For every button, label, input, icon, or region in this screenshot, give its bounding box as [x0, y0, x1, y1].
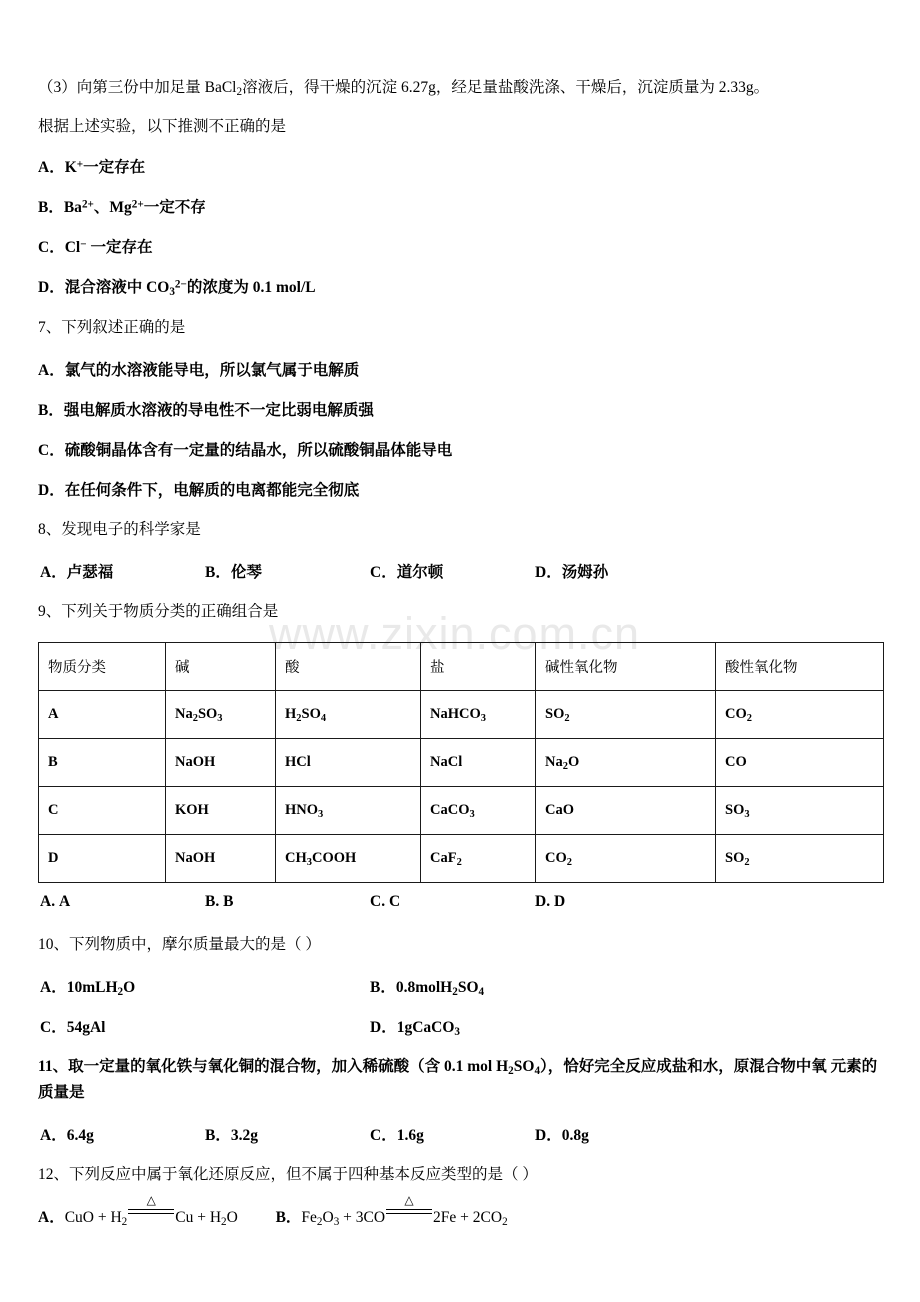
q9-option-c-label: C.: [370, 893, 386, 911]
q10-option-a-label: A．: [40, 979, 67, 997]
q7-option-a[interactable]: [38, 358, 882, 380]
table-header-cell: 酸性氧化物: [716, 643, 884, 691]
table-row: [39, 691, 884, 739]
table-row: [39, 787, 884, 835]
q11-options-row: [38, 1123, 882, 1145]
q12-option-a-label: A．: [38, 1208, 65, 1226]
q6-option-d[interactable]: [38, 275, 882, 298]
delta-condition-icon: △: [404, 1193, 414, 1208]
q8-option-c-label: C．: [370, 564, 397, 582]
q6-option-a-label: A．: [38, 159, 65, 177]
q8-option-d-text: 汤姆孙: [561, 564, 609, 582]
q6-option-d-sup: 2−: [174, 278, 187, 291]
watermark: www.zixin.com.cn: [268, 608, 641, 659]
table-cell: $CO_2$: [536, 835, 716, 883]
q7-option-d[interactable]: [38, 478, 882, 500]
q12-eq-b-right: 2Fe + 2CO: [433, 1208, 503, 1226]
q6-option-a[interactable]: [38, 155, 882, 177]
table-cell: $H_2SO_4$: [276, 691, 421, 739]
q11-option-a-label: A．: [40, 1126, 67, 1144]
q11-option-b[interactable]: [205, 1123, 258, 1145]
q12-eq-a-right: Cu + H: [175, 1208, 222, 1226]
intro-line-2: 根据上述实验，以下推测不正确的是: [38, 118, 287, 136]
table-header-cell: 碱: [166, 643, 276, 691]
double-line: [128, 1209, 174, 1214]
q8-option-b[interactable]: [205, 560, 262, 582]
q6-option-d-label: D．: [38, 279, 65, 297]
double-line: [386, 1209, 432, 1214]
table-row-key: B: [39, 739, 166, 787]
table-cell: $SO_2$: [716, 835, 884, 883]
intro-line-1: [38, 78, 882, 99]
q11-option-a[interactable]: [40, 1123, 94, 1145]
q6-option-b[interactable]: [38, 195, 882, 217]
q7-option-b-text: 强电解质水溶液的导电性不一定比弱电解质强: [63, 402, 374, 420]
q6-option-b-ion1-charge: 2+: [81, 198, 94, 211]
table-row: [39, 739, 884, 787]
table-cell: $Na_2O$: [536, 739, 716, 787]
q9-option-a-text: A: [58, 893, 71, 911]
table-cell: $CH_3COOH$: [276, 835, 421, 883]
table-header-row: [39, 643, 884, 691]
table-cell: CaF$_2$: [421, 835, 536, 883]
q7-option-c[interactable]: [38, 438, 882, 460]
q6-option-b-separator: 、Mg: [93, 199, 132, 217]
q11-option-c[interactable]: [370, 1123, 424, 1145]
q6-option-b-ion2-charge: 2+: [131, 198, 144, 211]
q8-option-a-label: A．: [40, 564, 67, 582]
table-header-cell: 碱性氧化物: [536, 643, 716, 691]
q6-option-b-post: 一定不存: [143, 199, 206, 217]
q10-option-a[interactable]: A．10mLH$_2$O: [40, 979, 136, 999]
intro-line-1-mid: 溶液后，得干燥的沉淀 6.27g，经足量盐酸洗涤、干燥后，沉淀质量为 2.33g。: [242, 79, 770, 96]
page-content: [38, 78, 882, 1228]
table-header-cell: 物质分类: [39, 643, 166, 691]
table-cell: $CO_2$: [716, 691, 884, 739]
q9-option-d[interactable]: [535, 893, 565, 911]
q8-option-b-label: B．: [205, 564, 231, 582]
q10-option-b-label: B．: [370, 979, 396, 997]
q6-option-c-post: 一定存在: [86, 239, 153, 257]
table-cell: NaCl: [421, 739, 536, 787]
table-cell: NaOH: [166, 739, 276, 787]
q8-option-d-label: D．: [535, 564, 562, 582]
q8-option-c-text: 道尔顿: [396, 564, 444, 582]
table-cell: NaHCO$_3$: [421, 691, 536, 739]
q9-options-row: [38, 893, 882, 915]
table-cell: CaO: [536, 787, 716, 835]
q6-option-b-label: B．: [38, 199, 64, 217]
q11-option-a-text: 6.4g: [66, 1126, 94, 1144]
q6-option-c-label: C．: [38, 239, 65, 257]
q11-stem: 11、取一定量的氧化铁与氧化铜的混合物，加入稀硫酸（含 0.1 mol $H_2SO_4$），恰好完全反应成盐和水，原混合物中氧 元素的质量是: [38, 1058, 878, 1101]
q12-option-b-label: B．: [275, 1208, 302, 1226]
q11-option-c-text: 1.6g: [396, 1126, 424, 1144]
substance-classification-table: [38, 642, 884, 883]
q9-option-d-label: D.: [535, 893, 551, 911]
q8-option-a[interactable]: [40, 560, 113, 582]
q7-option-d-label: D．: [38, 482, 65, 500]
q9-option-d-text: D: [553, 893, 566, 911]
table-header-cell: 酸: [276, 643, 421, 691]
q11-option-b-text: 3.2g: [230, 1126, 258, 1144]
table-cell: $SO_2$: [536, 691, 716, 739]
table-cell: CO: [716, 739, 884, 787]
q7-option-d-text: 在任何条件下，电解质的电离都能完全彻底: [64, 482, 360, 500]
table-cell: $HNO_3$: [276, 787, 421, 835]
q12-option-a[interactable]: A．CuO + $H_2$ △ $Cu + H_2O$: [38, 1193, 238, 1228]
q6-option-a-post: 一定存在: [83, 159, 146, 177]
table-row: [39, 835, 884, 883]
table-row-key: A: [39, 691, 166, 739]
q6-option-d-sub: 3: [169, 286, 175, 299]
q9-option-a[interactable]: [40, 893, 70, 911]
q7-option-a-label: A．: [38, 362, 65, 380]
q9-option-c[interactable]: [370, 893, 400, 911]
table-cell: $SO_3$: [716, 787, 884, 835]
q8-stem: 8、发现电子的科学家是: [38, 521, 201, 539]
q10-option-b[interactable]: B．$0.8molH_2SO_4$: [370, 979, 485, 999]
q11-option-c-label: C．: [370, 1126, 397, 1144]
q11-stem-post: ），恰好完全反应成盐和水，原混合物中氧: [540, 1058, 827, 1076]
q7-option-c-label: C．: [38, 442, 65, 460]
q12-option-b[interactable]: B．$Fe_2O_3 + 3CO$ △ $2Fe + 2CO_2$: [275, 1193, 508, 1228]
q9-option-b[interactable]: [205, 893, 233, 911]
q12-options-row: [38, 1193, 882, 1228]
q6-option-c-pre: Cl: [64, 239, 81, 257]
q11-option-d-text: 0.8g: [561, 1126, 589, 1144]
intro-line-1-prefix: （3）向第三份中加足量 BaCl: [38, 79, 237, 96]
q12-eq-a-left: CuO + H: [64, 1208, 122, 1226]
q10-options-row-2: [38, 1015, 882, 1037]
q9-stem: 9、下列关于物质分类的正确组合是: [38, 603, 279, 621]
table-cell: HCl: [276, 739, 421, 787]
q8-option-a-text: 卢瑟福: [66, 564, 114, 582]
q10-options-row-1: [38, 975, 882, 997]
q10-option-d[interactable]: D．1gCaCO$_3$: [370, 1019, 460, 1039]
q9-option-b-text: B: [223, 893, 234, 911]
q8-option-c[interactable]: [370, 560, 443, 582]
q11-option-d[interactable]: [535, 1123, 589, 1145]
q11-option-b-label: B．: [205, 1126, 231, 1144]
delta-condition-icon: △: [146, 1193, 156, 1208]
q7-option-a-text: 氯气的水溶液能导电，所以氯气属于电解质: [64, 362, 360, 380]
q6-option-d-post: 的浓度为 0.1 mol/L: [186, 279, 316, 297]
q6-option-a-pre: K: [64, 159, 77, 177]
q8-option-d[interactable]: [535, 560, 608, 582]
reaction-arrow-icon: [386, 1193, 432, 1222]
q6-option-b-ion1: Ba: [63, 199, 82, 217]
reaction-arrow-icon: [128, 1193, 174, 1222]
q6-option-d-pre: 混合溶液中 CO: [64, 279, 170, 297]
q9-option-b-label: B.: [205, 893, 220, 911]
q6-option-c-sup: −: [80, 238, 87, 251]
q11-stem-line2: 元素的质量是: [38, 1058, 878, 1101]
q10-option-d-label: D．: [370, 1019, 397, 1037]
q10-stem: 10、下列物质中，摩尔质量最大的是（ ）: [38, 936, 321, 954]
q9-option-c-text: C: [388, 893, 401, 911]
q6-option-a-sup: +: [76, 158, 84, 171]
q12-eq-b-left: Fe: [301, 1208, 317, 1226]
q7-option-b-label: B．: [38, 402, 64, 420]
q6-option-c[interactable]: [38, 235, 882, 257]
q10-option-c[interactable]: C．54gAl: [40, 1019, 106, 1037]
table-cell: NaOH: [166, 835, 276, 883]
q11-stem-pre: 11、取一定量的氧化铁与氧化铜的混合物，加入稀硫酸（含 0.1 mol H: [38, 1058, 509, 1076]
table-cell: CaCO$_3$: [421, 787, 536, 835]
q7-option-b[interactable]: [38, 398, 882, 420]
table-row-key: C: [39, 787, 166, 835]
table-row-key: D: [39, 835, 166, 883]
q12-stem: 12、下列反应中属于氧化还原反应，但不属于四种基本反应类型的是（ ）: [38, 1165, 538, 1183]
table-cell: $Na_2SO_3$: [166, 691, 276, 739]
table-header-cell: 盐: [421, 643, 536, 691]
q11-option-d-label: D．: [535, 1126, 562, 1144]
q7-stem: 7、下列叙述正确的是: [38, 319, 186, 337]
q10-option-c-label: C．: [40, 1019, 67, 1037]
intro-line-1-sub: 2: [236, 86, 243, 99]
q9-option-a-label: A.: [40, 893, 56, 911]
q8-options-row: [38, 560, 882, 582]
table-cell: KOH: [166, 787, 276, 835]
q7-option-c-text: 硫酸铜晶体含有一定量的结晶水，所以硫酸铜晶体能导电: [64, 442, 453, 460]
q8-option-b-text: 伦琴: [230, 564, 262, 582]
